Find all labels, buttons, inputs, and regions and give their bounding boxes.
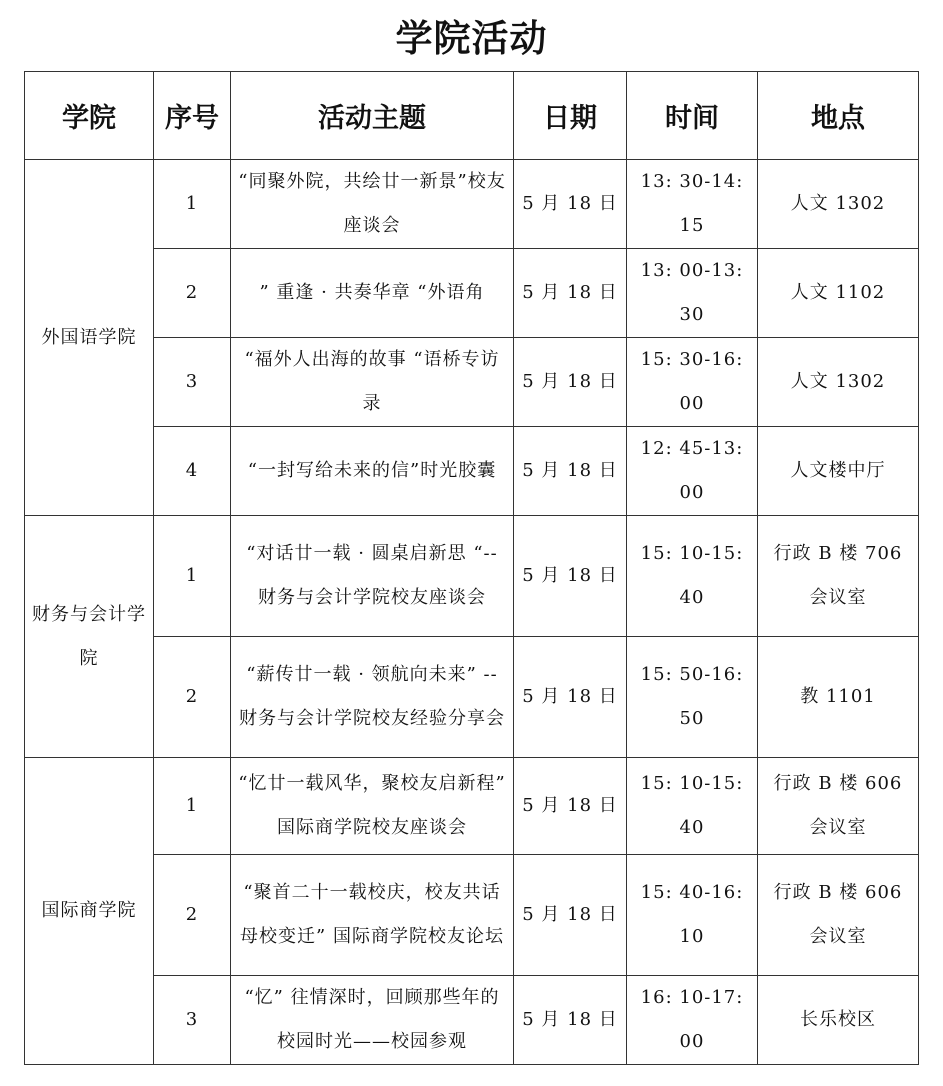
activity-theme: “忆” 往情深时，回顾那些年的校园时光——校园参观 [231, 976, 514, 1065]
table-header-row [25, 72, 919, 160]
row-number: 1 [154, 516, 231, 637]
table-row [25, 855, 919, 976]
header-date: 日期 [514, 72, 627, 160]
header-number: 序号 [154, 72, 231, 160]
activity-date: 5 月 18 日 [514, 758, 627, 855]
college-cell: 国际商学院 [25, 758, 154, 1065]
activity-place: 长乐校区 [758, 976, 919, 1065]
college-cell: 财务与会计学院 [25, 516, 154, 758]
activity-theme: “同聚外院，共绘廿一新景”校友座谈会 [231, 160, 514, 249]
activity-time: 15: 10-15: 40 [627, 516, 758, 637]
activity-date: 5 月 18 日 [514, 249, 627, 338]
activity-time: 15: 40-16: 10 [627, 855, 758, 976]
table-row [25, 338, 919, 427]
table-row [25, 976, 919, 1065]
activity-theme: “福外人出海的故事 “语桥专访录 [231, 338, 514, 427]
activity-time: 13: 00-13: 30 [627, 249, 758, 338]
row-number: 4 [154, 427, 231, 516]
activity-place: 人文 1302 [758, 338, 919, 427]
activity-date: 5 月 18 日 [514, 160, 627, 249]
row-number: 3 [154, 976, 231, 1065]
row-number: 2 [154, 855, 231, 976]
activity-place: 行政 B 楼 706 会议室 [758, 516, 919, 637]
activity-place: 行政 B 楼 606 会议室 [758, 855, 919, 976]
activity-time: 13: 30-14: 15 [627, 160, 758, 249]
row-number: 2 [154, 249, 231, 338]
table-row [25, 637, 919, 758]
row-number: 2 [154, 637, 231, 758]
header-place: 地点 [758, 72, 919, 160]
page-title: 学院活动 [395, 17, 548, 60]
activity-time: 15: 30-16: 00 [627, 338, 758, 427]
activity-table [24, 71, 919, 1065]
table-row [25, 427, 919, 516]
activity-theme: “聚首二十一载校庆，校友共话母校变迁” 国际商学院校友论坛 [231, 855, 514, 976]
activity-date: 5 月 18 日 [514, 637, 627, 758]
activity-time: 16: 10-17: 00 [627, 976, 758, 1065]
activity-date: 5 月 18 日 [514, 427, 627, 516]
activity-theme: “一封写给未来的信”时光胶囊 [231, 427, 514, 516]
activity-time: 12: 45-13: 00 [627, 427, 758, 516]
table-row [25, 758, 919, 855]
header-time: 时间 [627, 72, 758, 160]
activity-time: 15: 50-16: 50 [627, 637, 758, 758]
activity-date: 5 月 18 日 [514, 976, 627, 1065]
activity-place: 教 1101 [758, 637, 919, 758]
activity-place: 行政 B 楼 606 会议室 [758, 758, 919, 855]
header-theme: 活动主题 [231, 72, 514, 160]
activity-date: 5 月 18 日 [514, 516, 627, 637]
college-cell: 外国语学院 [25, 160, 154, 516]
activity-theme: ” 重逢 · 共奏华章 “外语角 [231, 249, 514, 338]
table-row [25, 516, 919, 637]
row-number: 3 [154, 338, 231, 427]
activity-time: 15: 10-15: 40 [627, 758, 758, 855]
table-row [25, 160, 919, 249]
activity-date: 5 月 18 日 [514, 338, 627, 427]
activity-theme: “薪传廿一载 · 领航向未来” --财务与会计学院校友经验分享会 [231, 637, 514, 758]
activity-place: 人文楼中厅 [758, 427, 919, 516]
table-row [25, 249, 919, 338]
activity-theme: “对话廿一载 · 圆桌启新思 “--财务与会计学院校友座谈会 [231, 516, 514, 637]
activity-theme: “忆廿一载风华，聚校友启新程” 国际商学院校友座谈会 [231, 758, 514, 855]
activity-place: 人文 1302 [758, 160, 919, 249]
activity-place: 人文 1102 [758, 249, 919, 338]
header-college: 学院 [25, 72, 154, 160]
activity-date: 5 月 18 日 [514, 855, 627, 976]
row-number: 1 [154, 758, 231, 855]
row-number: 1 [154, 160, 231, 249]
